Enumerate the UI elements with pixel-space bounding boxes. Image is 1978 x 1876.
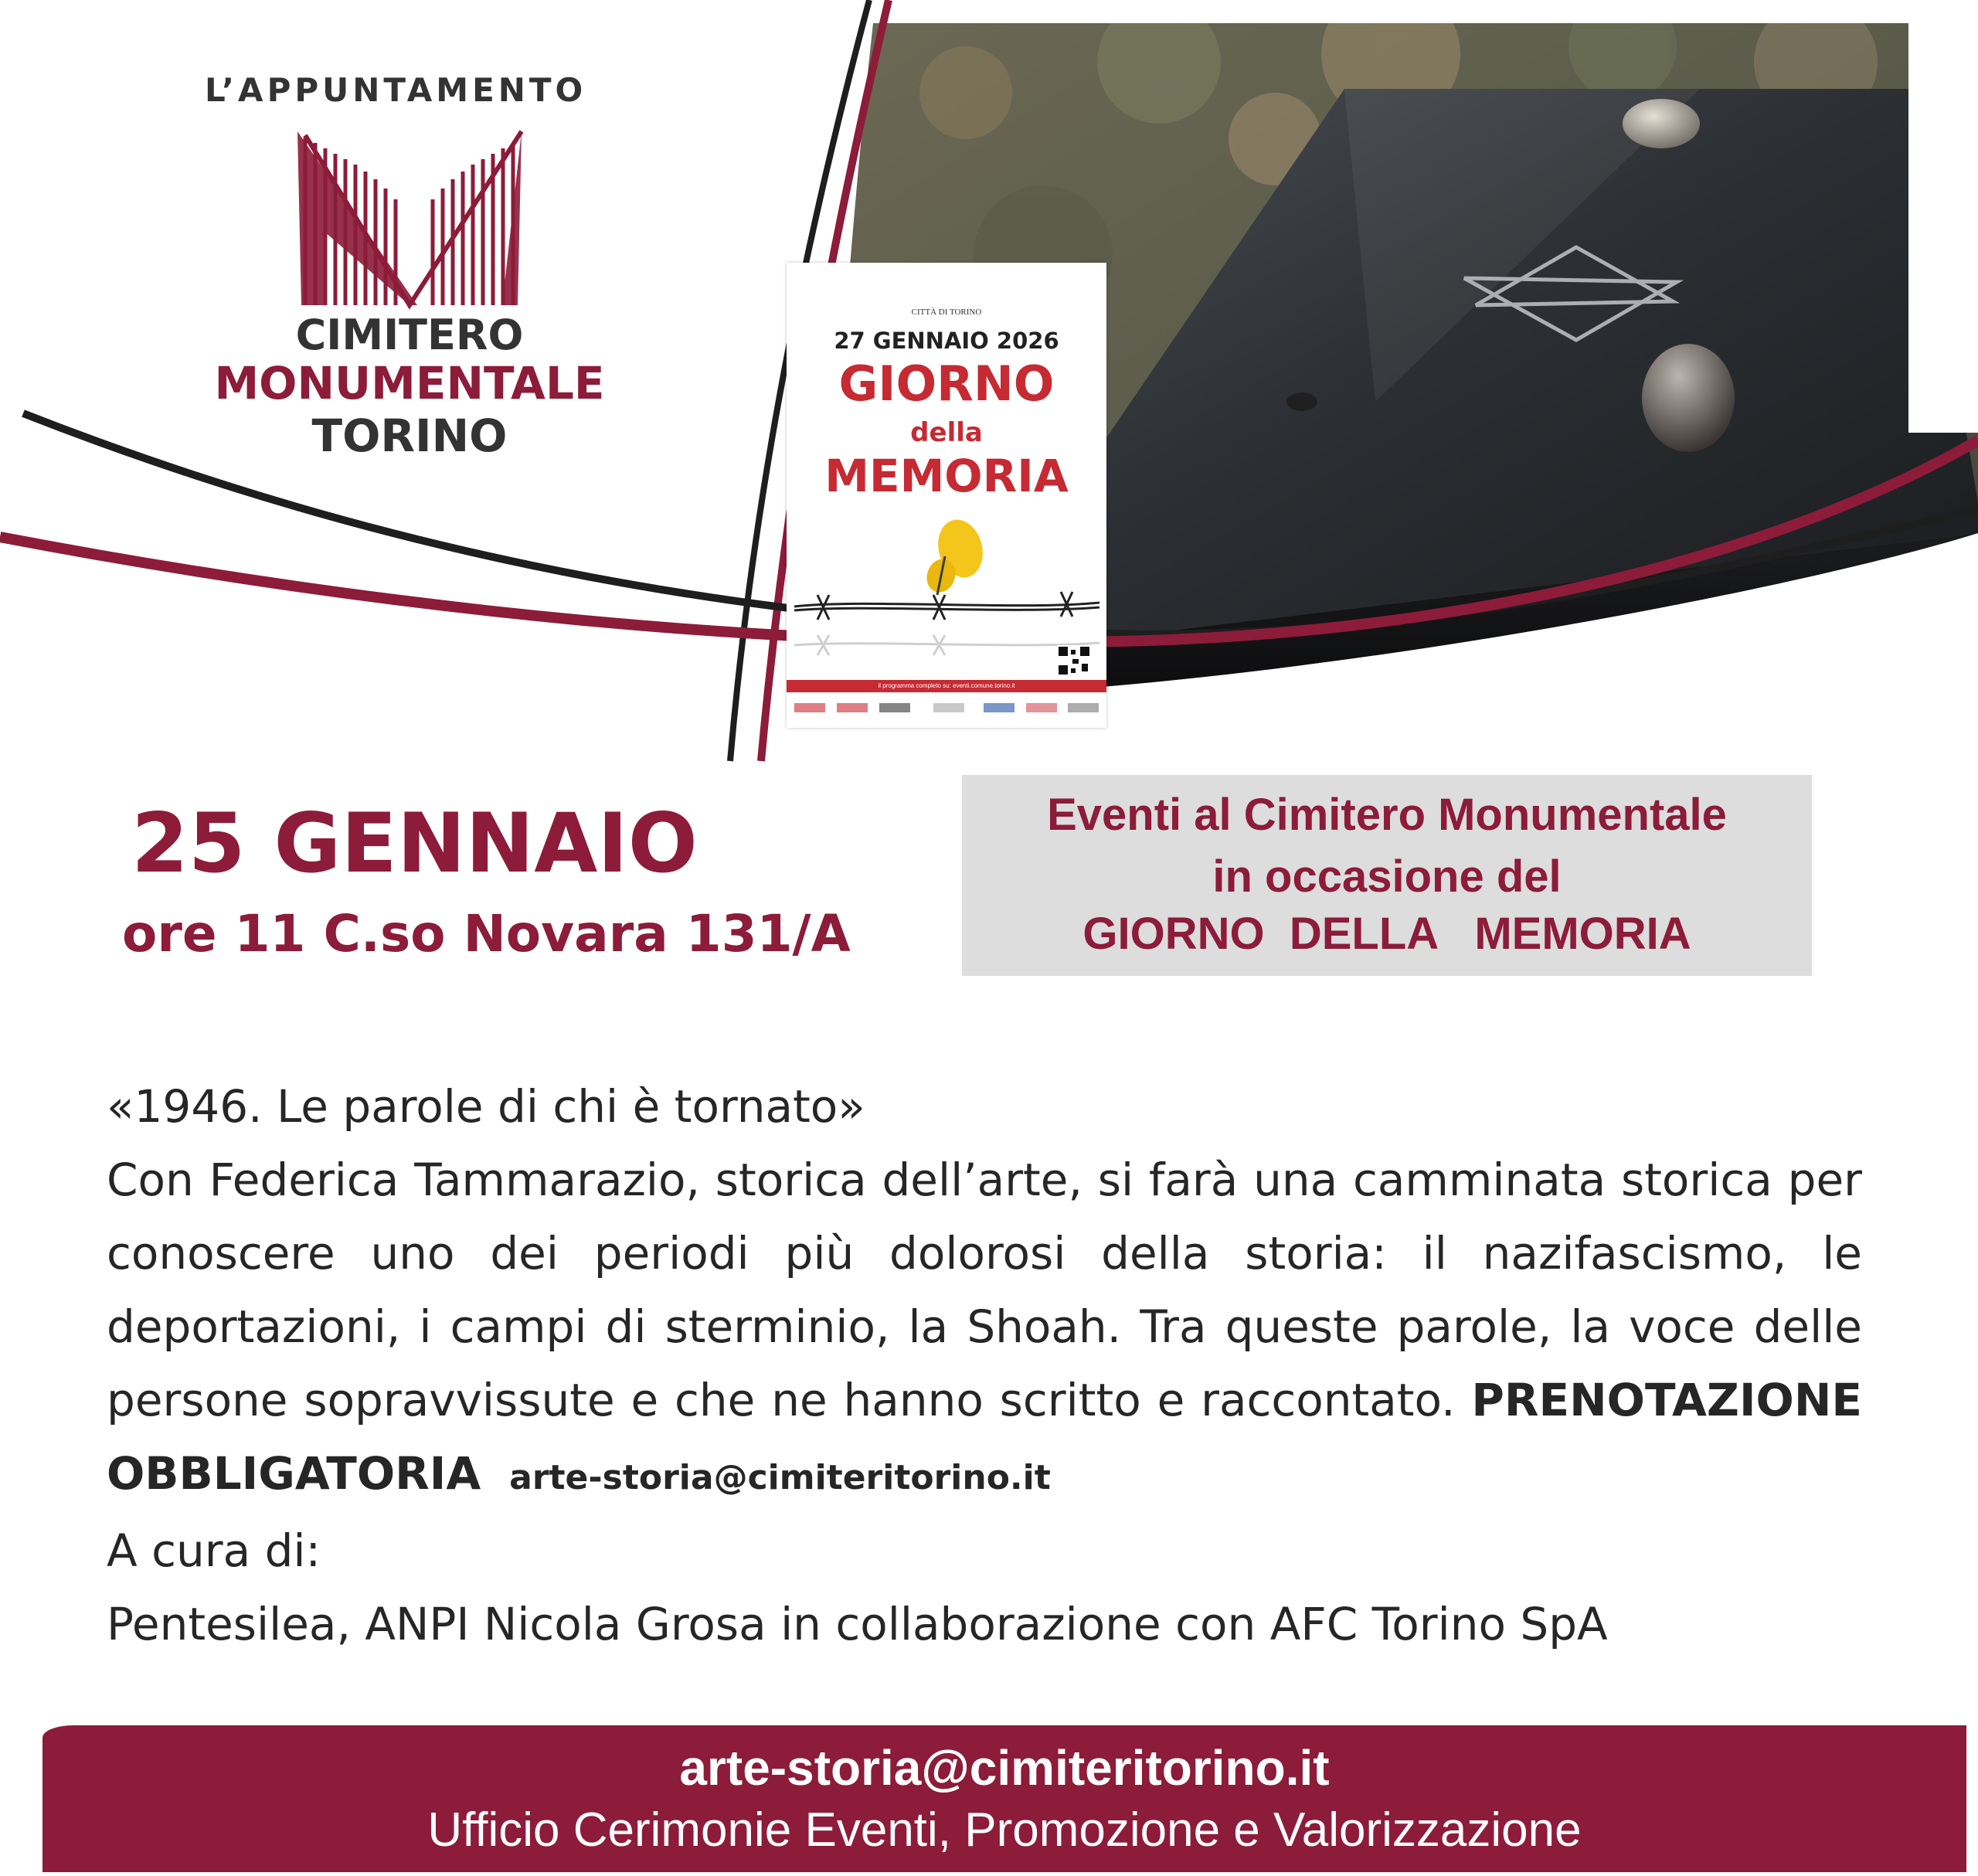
giorno-memoria-poster bbox=[787, 263, 1106, 728]
events-box-line3: GIORNO DELLA MEMORIA bbox=[1082, 909, 1691, 959]
cimitero-logo-emblem bbox=[297, 131, 522, 305]
event-paragraph-text: Con Federica Tammarazio, storica dell’arte, si farà una camminata storica per conoscere uno dei periodi più dolorosi della storia: il nazifascismo, le deportazioni, i campi di sterminio, la Shoah. Tra queste parole, la voce delle persone sopravvissute e che ne hanno scritto e raccontato. bbox=[107, 1154, 1862, 1426]
booking-email-link[interactable]: arte-storia@cimiteritorino.it bbox=[509, 1458, 1051, 1497]
event-title: «1946. Le parole di chi è tornato» bbox=[107, 1080, 865, 1133]
qr-code-icon bbox=[1057, 645, 1091, 676]
events-box-line1: Eventi al Cimitero Monumentale bbox=[1047, 790, 1727, 840]
curated-label: A cura di: bbox=[107, 1524, 321, 1577]
poster-title-della: della bbox=[910, 417, 983, 448]
poster-sponsor-logos bbox=[794, 697, 1099, 719]
logo-line-monumentale: MONUMENTALE bbox=[214, 357, 605, 410]
logo-kicker: L’APPUNTAMENTO bbox=[205, 71, 587, 109]
logo-line-torino: TORINO bbox=[311, 410, 508, 462]
barbed-wire-icon bbox=[794, 592, 1099, 620]
poster-title-memoria: MEMORIA bbox=[824, 450, 1069, 502]
butterfly-icon bbox=[923, 515, 989, 596]
poster-date: 27 GENNAIO 2026 bbox=[834, 328, 1059, 354]
poster-footer-note: il programma completo su: eventi.comune.torino.it bbox=[787, 680, 1106, 692]
events-info-box bbox=[962, 775, 1812, 976]
event-description bbox=[107, 1070, 1862, 1661]
logo-line-cimitero: CIMITERO bbox=[295, 311, 524, 359]
events-box-line2: in occasione del bbox=[1212, 851, 1562, 902]
curators: Pentesilea, ANPI Nicola Grosa in collaborazione con AFC Torino SpA bbox=[107, 1598, 1608, 1650]
poster-city: CITTÀ DI TORINO bbox=[911, 308, 982, 317]
event-paragraph bbox=[107, 1144, 1862, 1514]
footer-banner bbox=[42, 1725, 1966, 1872]
event-time-place: ore 11 C.so Novara 131/A bbox=[122, 904, 851, 963]
poster-title-giorno: GIORNO bbox=[838, 355, 1055, 412]
footer-email-link[interactable]: arte-storia@cimiteritorino.it bbox=[679, 1740, 1330, 1796]
footer-office: Ufficio Cerimonie Eventi, Promozione e Valorizzazione bbox=[427, 1803, 1582, 1857]
event-date: 25 GENNAIO bbox=[131, 796, 698, 891]
booking-required: PRENOTAZIONE OBBLIGATORIA bbox=[107, 1374, 1862, 1500]
